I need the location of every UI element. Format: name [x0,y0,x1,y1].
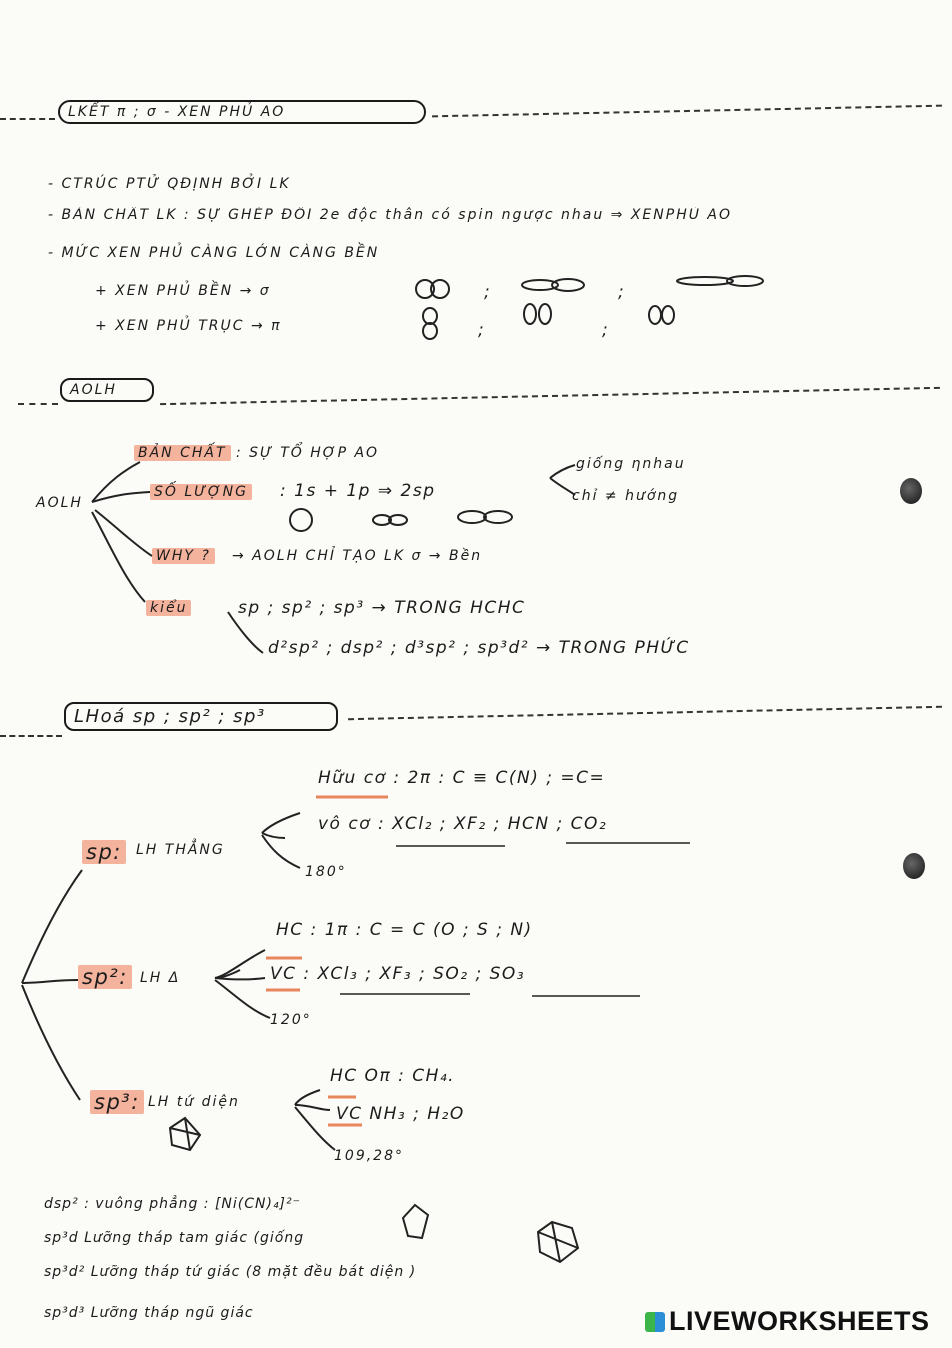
highlight: WHY ? [152,548,215,564]
highlight: kiểu [146,600,191,616]
sp3-angle: 109,28° [334,1148,404,1164]
sp3-label [90,1090,144,1114]
sp2-inorganic: VC : XCl₃ ; XF₃ ; SO₂ ; SO₃ [270,964,526,984]
note-line: - BẢN CHẤT LK : SỰ GHÉP ĐÔI 2e độc thân có spin ngược nhau ⇒ XENPHỦ AO [48,207,733,223]
branch-label [150,484,252,500]
highlight: sp²: [78,965,132,989]
highlight: BẢN CHẤT [134,445,231,461]
logo-text: LIVEWORKSHEETS [669,1306,930,1336]
sp-label [82,840,126,864]
section-title: AOLH [60,378,154,402]
separator: ; [618,282,626,302]
note-line: - MỨC XEN PHỦ CÀNG LỚN CÀNG BỀN [48,245,380,261]
branch-label [134,445,231,461]
branch-text: → AOLH CHỈ TẠO LK σ → Bền [232,548,483,564]
divider [0,735,62,737]
separator: ; [478,320,486,340]
sp3-organic: HC Oπ : CH₄. [330,1066,456,1086]
branch-text: : SỰ TỔ HỢP AO [236,445,380,461]
branch-text: sp ; sp² ; sp³ → TRONG HCHC [238,598,526,618]
logo-icon [645,1312,665,1332]
sp-inorganic: vô cơ : XCl₂ ; XF₂ ; HCN ; CO₂ [318,814,608,834]
binder-ring-top [900,478,922,504]
note-line: + XEN PHỦ BỀN → σ [95,283,271,299]
sp2-shape: LH Δ [140,970,181,986]
divider [0,118,55,120]
note-line: + XEN PHỦ TRỤC → π [95,318,282,334]
separator: ; [484,282,492,302]
note-line: - CTRÚC PTỬ QĐỊNH BỞI LK [48,176,291,192]
note-line: sp³d³ Lưỡng tháp ngũ giác [44,1305,254,1321]
sp3-shape: LH tứ diện [148,1094,240,1110]
sp2-angle: 120° [270,1012,312,1028]
binder-ring-bottom [903,853,925,879]
note-line: sp³d Lưỡng tháp tam giác (giống [44,1230,305,1246]
section-title: LHoá sp ; sp² ; sp³ [64,702,338,731]
tree-root: AOLH [36,495,83,511]
divider [18,403,58,405]
sp3-inorganic: VC NH₃ ; H₂O [336,1104,465,1124]
sp-angle: 180° [305,864,347,880]
branch-text: : 1s + 1p ⇒ 2sp [280,481,436,501]
branch-text: d²sp² ; dsp² ; d³sp² ; sp³d² → TRONG PHỨC [268,638,690,658]
section-title: LKẾT π ; σ - XEN PHỦ AO [58,100,426,124]
branch-text: giống ηnhau [576,456,686,472]
note-line: dsp² : vuông phẳng : [Ni(CN)₄]²⁻ [44,1196,302,1212]
branch-label [146,600,191,616]
branch-label [152,548,215,564]
branch-text: chỉ ≠ hướng [572,488,680,504]
liveworksheets-logo[interactable] [645,1306,930,1337]
separator: ; [602,320,610,340]
highlight: sp³: [90,1090,144,1114]
note-line: sp³d² Lưỡng tháp tứ giác (8 mặt đều bát diện ) [44,1264,417,1280]
sp-organic: Hữu cơ : 2π : C ≡ C(N) ; =C= [318,768,606,788]
sp2-label [78,965,132,989]
highlight: SỐ LƯỢNG [150,484,252,500]
sp2-organic: HC : 1π : C = C (O ; S ; N) [276,920,533,940]
highlight: sp: [82,840,126,864]
sp-shape: LH THẲNG [136,842,225,858]
